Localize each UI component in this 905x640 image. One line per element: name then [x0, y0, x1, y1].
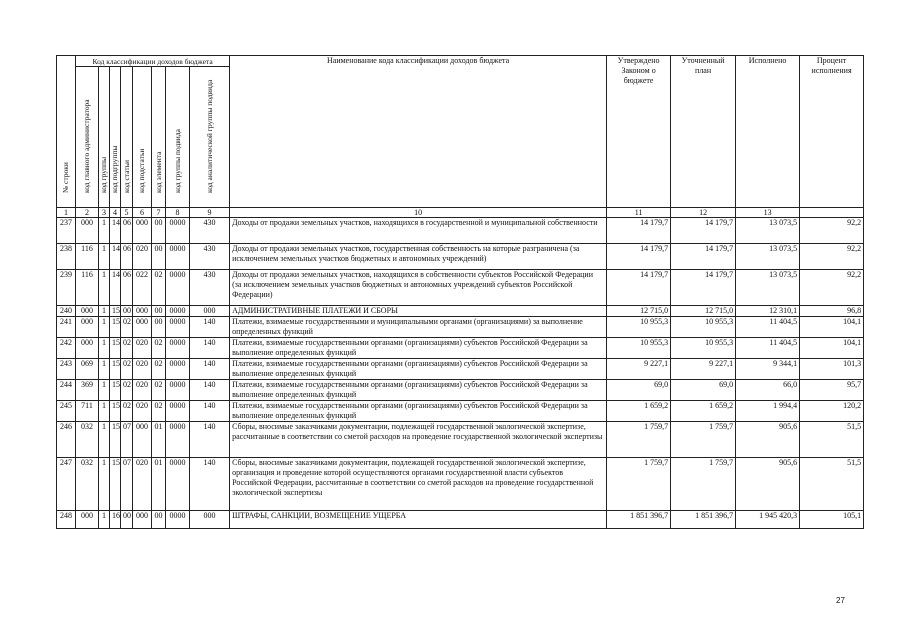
element-code-cell: 02 [152, 380, 166, 401]
article-code-cell: 00 [121, 306, 133, 317]
row-number-cell: 243 [57, 359, 76, 380]
code-header-subgroup: код подгруппы [110, 67, 121, 208]
subgroup-code-cell: 14 [110, 270, 121, 306]
article-code-cell: 07 [121, 422, 133, 458]
row-number-cell: 242 [57, 338, 76, 359]
group-code-cell: 1 [99, 359, 110, 380]
article-code-cell: 06 [121, 244, 133, 270]
executed-value-cell: 66,0 [736, 380, 800, 401]
revised-value-cell: 14 179,7 [671, 218, 736, 244]
percent-value-cell: 92,2 [800, 270, 864, 306]
analytic-group-code-cell: 140 [190, 338, 230, 359]
element-code-cell: 02 [152, 359, 166, 380]
table-row [57, 270, 864, 306]
approved-value-cell: 10 955,3 [607, 338, 671, 359]
group-code-cell: 1 [99, 401, 110, 422]
subgroup-code-cell: 15 [110, 338, 121, 359]
column-number-row [57, 208, 864, 218]
percent-value-cell: 96,8 [800, 306, 864, 317]
subgroup-code-cell: 15 [110, 317, 121, 338]
revenue-name-cell: ШТРАФЫ, САНКЦИИ, ВОЗМЕЩЕНИЕ УЩЕРБА [230, 511, 607, 529]
subtype-group-code-cell: 0000 [166, 359, 190, 380]
executed-value-cell: 9 344,1 [736, 359, 800, 380]
group-code-cell: 1 [99, 458, 110, 511]
element-code-cell: 02 [152, 270, 166, 306]
column-number: 9 [190, 208, 230, 218]
approved-value-cell: 12 715,0 [607, 306, 671, 317]
analytic-group-code-cell: 140 [190, 458, 230, 511]
name-column-header: Наименование кода классификации доходов бюджета [230, 56, 607, 208]
column-number: 1 [57, 208, 76, 218]
subtype-group-code-cell: 0000 [166, 380, 190, 401]
group-code-cell: 1 [99, 511, 110, 529]
subtype-group-code-cell: 0000 [166, 317, 190, 338]
executed-value-cell: 13 073,5 [736, 218, 800, 244]
revised-value-cell: 1 759,7 [671, 422, 736, 458]
code-header-analytic-group: код аналитической группы подвида [190, 67, 230, 208]
analytic-group-code-cell: 140 [190, 422, 230, 458]
approved-column-header: Утверждено Законом о бюджете [607, 56, 671, 208]
percent-value-cell: 92,2 [800, 218, 864, 244]
article-code-cell: 06 [121, 218, 133, 244]
table-row [57, 218, 864, 244]
article-code-cell: 02 [121, 380, 133, 401]
executed-value-cell: 1 945 420,3 [736, 511, 800, 529]
subgroup-code-cell: 14 [110, 218, 121, 244]
subarticle-code-cell: 000 [133, 511, 152, 529]
analytic-group-code-cell: 430 [190, 218, 230, 244]
table-row [57, 380, 864, 401]
admin-code-cell: 369 [76, 380, 99, 401]
row-number-cell: 248 [57, 511, 76, 529]
code-header-subtype-group: код группы подвида [166, 67, 190, 208]
admin-code-cell: 116 [76, 244, 99, 270]
executed-value-cell: 11 404,5 [736, 338, 800, 359]
subgroup-code-cell: 15 [110, 380, 121, 401]
approved-value-cell: 1 759,7 [607, 458, 671, 511]
admin-code-cell: 000 [76, 338, 99, 359]
subtype-group-code-cell: 0000 [166, 422, 190, 458]
revenue-name-cell: Платежи, взимаемые государственными органами (организациями) субъектов Российской Федерации за выполнение определенных функций [230, 401, 607, 422]
subgroup-code-cell: 16 [110, 511, 121, 529]
code-header-article: код статьи [121, 67, 133, 208]
analytic-group-code-cell: 000 [190, 306, 230, 317]
analytic-group-code-cell: 430 [190, 270, 230, 306]
subarticle-code-cell: 020 [133, 380, 152, 401]
revised-value-cell: 12 715,0 [671, 306, 736, 317]
revenue-name-cell: Платежи, взимаемые государственными и муниципальными органами (организациями) за выполнение определенных функций [230, 317, 607, 338]
revenue-name-cell: Платежи, взимаемые государственными органами (организациями) субъектов Российской Федерации за выполнение определенных функций [230, 359, 607, 380]
subarticle-code-cell: 022 [133, 270, 152, 306]
subgroup-code-cell: 15 [110, 306, 121, 317]
percent-value-cell: 104,1 [800, 338, 864, 359]
code-header-subarticle: код подстатьи [133, 67, 152, 208]
analytic-group-code-cell: 000 [190, 511, 230, 529]
column-number [800, 208, 864, 218]
admin-code-cell: 069 [76, 359, 99, 380]
classification-code-group-header: Код классификации доходов бюджета [76, 56, 230, 67]
column-number: 11 [607, 208, 671, 218]
subtype-group-code-cell: 0000 [166, 244, 190, 270]
table-row [57, 306, 864, 317]
element-code-cell: 00 [152, 244, 166, 270]
column-number: 6 [133, 208, 152, 218]
row-number-cell: 238 [57, 244, 76, 270]
group-code-cell: 1 [99, 244, 110, 270]
admin-code-cell: 000 [76, 317, 99, 338]
group-code-cell: 1 [99, 270, 110, 306]
subgroup-code-cell: 15 [110, 458, 121, 511]
row-number-cell: 241 [57, 317, 76, 338]
subtype-group-code-cell: 0000 [166, 511, 190, 529]
group-code-cell: 1 [99, 380, 110, 401]
subtype-group-code-cell: 0000 [166, 306, 190, 317]
subarticle-code-cell: 000 [133, 218, 152, 244]
revised-value-cell: 69,0 [671, 380, 736, 401]
column-number: 4 [110, 208, 121, 218]
revenue-name-cell: Сборы, вносимые заказчиками документации, подлежащей государственной экологической экспертизе, рассчитанные в соответствии со сметой расходов на проведение государственной экологической экспертизы [230, 422, 607, 458]
article-code-cell: 02 [121, 338, 133, 359]
subgroup-code-cell: 15 [110, 359, 121, 380]
group-code-cell: 1 [99, 306, 110, 317]
approved-value-cell: 1 759,7 [607, 422, 671, 458]
row-number-cell: 244 [57, 380, 76, 401]
subtype-group-code-cell: 0000 [166, 458, 190, 511]
row-number-cell: 240 [57, 306, 76, 317]
approved-value-cell: 14 179,7 [607, 270, 671, 306]
element-code-cell: 01 [152, 458, 166, 511]
row-number-cell: 239 [57, 270, 76, 306]
article-code-cell: 07 [121, 458, 133, 511]
subgroup-code-cell: 15 [110, 422, 121, 458]
subtype-group-code-cell: 0000 [166, 270, 190, 306]
element-code-cell: 00 [152, 511, 166, 529]
revenue-name-cell: Доходы от продажи земельных участков, находящихся в собственности субъектов Российской Федерации (за исключением земельных участков бюджетных и автономных учреждений субъектов Российской Федерации) [230, 270, 607, 306]
table-body [57, 218, 864, 529]
table-row [57, 359, 864, 380]
revenue-name-cell: Платежи, взимаемые государственными органами (организациями) субъектов Российской Федерации за выполнение определенных функций [230, 338, 607, 359]
element-code-cell: 01 [152, 422, 166, 458]
column-number: 8 [166, 208, 190, 218]
group-code-cell: 1 [99, 317, 110, 338]
group-code-cell: 1 [99, 218, 110, 244]
analytic-group-code-cell: 140 [190, 359, 230, 380]
executed-value-cell: 11 404,5 [736, 317, 800, 338]
row-number-cell: 245 [57, 401, 76, 422]
element-code-cell: 02 [152, 338, 166, 359]
approved-value-cell: 1 659,2 [607, 401, 671, 422]
subtype-group-code-cell: 0000 [166, 218, 190, 244]
article-code-cell: 02 [121, 401, 133, 422]
code-header-group: код группы [99, 67, 110, 208]
approved-value-cell: 14 179,7 [607, 244, 671, 270]
executed-column-header: Исполнено [736, 56, 800, 208]
group-code-cell: 1 [99, 338, 110, 359]
admin-code-cell: 116 [76, 270, 99, 306]
approved-value-cell: 9 227,1 [607, 359, 671, 380]
analytic-group-code-cell: 140 [190, 317, 230, 338]
revised-value-cell: 10 955,3 [671, 338, 736, 359]
subarticle-code-cell: 020 [133, 244, 152, 270]
revised-value-cell: 1 851 396,7 [671, 511, 736, 529]
executed-value-cell: 12 310,1 [736, 306, 800, 317]
admin-code-cell: 032 [76, 458, 99, 511]
revised-value-cell: 14 179,7 [671, 270, 736, 306]
percent-value-cell: 101,3 [800, 359, 864, 380]
percent-value-cell: 95,7 [800, 380, 864, 401]
element-code-cell: 00 [152, 317, 166, 338]
percent-value-cell: 92,2 [800, 244, 864, 270]
column-number: 5 [121, 208, 133, 218]
table-row [57, 317, 864, 338]
row-number-cell: 246 [57, 422, 76, 458]
percent-value-cell: 105,1 [800, 511, 864, 529]
executed-value-cell: 905,6 [736, 422, 800, 458]
revised-plan-column-header: Уточненный план [671, 56, 736, 208]
executed-value-cell: 13 073,5 [736, 244, 800, 270]
analytic-group-code-cell: 140 [190, 401, 230, 422]
budget-revenue-table [56, 55, 864, 529]
table-row [57, 401, 864, 422]
analytic-group-code-cell: 140 [190, 380, 230, 401]
subarticle-code-cell: 000 [133, 422, 152, 458]
revenue-name-cell: Доходы от продажи земельных участков, государственная собственность на которые разграничена (за исключением земельных участков бюджетных и автономных учреждений) [230, 244, 607, 270]
article-code-cell: 06 [121, 270, 133, 306]
subarticle-code-cell: 020 [133, 338, 152, 359]
element-code-cell: 00 [152, 306, 166, 317]
group-code-cell: 1 [99, 422, 110, 458]
column-number: 3 [99, 208, 110, 218]
row-number-cell: 247 [57, 458, 76, 511]
column-number: 2 [76, 208, 99, 218]
table-row [57, 511, 864, 529]
revised-value-cell: 9 227,1 [671, 359, 736, 380]
code-header-admin: код главного администратора [76, 67, 99, 208]
element-code-cell: 00 [152, 218, 166, 244]
revised-value-cell: 14 179,7 [671, 244, 736, 270]
executed-value-cell: 13 073,5 [736, 270, 800, 306]
subgroup-code-cell: 15 [110, 401, 121, 422]
executed-value-cell: 1 994,4 [736, 401, 800, 422]
table-row [57, 338, 864, 359]
subarticle-code-cell: 000 [133, 317, 152, 338]
admin-code-cell: 711 [76, 401, 99, 422]
table-row [57, 422, 864, 458]
column-number: 10 [230, 208, 607, 218]
percent-value-cell: 120,2 [800, 401, 864, 422]
revised-value-cell: 1 759,7 [671, 458, 736, 511]
row-number-header: № строки [57, 56, 76, 208]
column-number: 7 [152, 208, 166, 218]
analytic-group-code-cell: 430 [190, 244, 230, 270]
subtype-group-code-cell: 0000 [166, 401, 190, 422]
subarticle-code-cell: 020 [133, 401, 152, 422]
admin-code-cell: 032 [76, 422, 99, 458]
percent-column-header: Процент исполнения [800, 56, 864, 208]
article-code-cell: 00 [121, 511, 133, 529]
table-row [57, 244, 864, 270]
revised-value-cell: 1 659,2 [671, 401, 736, 422]
revenue-name-cell: Доходы от продажи земельных участков, находящихся в государственной и муниципальной собственности [230, 218, 607, 244]
admin-code-cell: 000 [76, 511, 99, 529]
revenue-name-cell: Платежи, взимаемые государственными органами (организациями) субъектов Российской Федерации за выполнение определенных функций [230, 380, 607, 401]
percent-value-cell: 51,5 [800, 458, 864, 511]
subarticle-code-cell: 000 [133, 306, 152, 317]
executed-value-cell: 905,6 [736, 458, 800, 511]
element-code-cell: 02 [152, 401, 166, 422]
subgroup-code-cell: 14 [110, 244, 121, 270]
code-header-element: код элемента [152, 67, 166, 208]
revenue-name-cell: Сборы, вносимые заказчиками документации, подлежащей государственной экологической экспертизе, организация и проведение которой осуществляются органами государственной власти субъектов Российской Федерации, рассчитанные в соответствии со сметой расходов на проведение государственной экологической экспертизы [230, 458, 607, 511]
admin-code-cell: 000 [76, 218, 99, 244]
subtype-group-code-cell: 0000 [166, 338, 190, 359]
percent-value-cell: 51,5 [800, 422, 864, 458]
article-code-cell: 02 [121, 317, 133, 338]
subarticle-code-cell: 020 [133, 359, 152, 380]
page-number: 27 [836, 596, 845, 605]
row-number-cell: 237 [57, 218, 76, 244]
admin-code-cell: 000 [76, 306, 99, 317]
column-number: 13 [736, 208, 800, 218]
approved-value-cell: 14 179,7 [607, 218, 671, 244]
revised-value-cell: 10 955,3 [671, 317, 736, 338]
revenue-name-cell: АДМИНИСТРАТИВНЫЕ ПЛАТЕЖИ И СБОРЫ [230, 306, 607, 317]
subarticle-code-cell: 020 [133, 458, 152, 511]
approved-value-cell: 69,0 [607, 380, 671, 401]
approved-value-cell: 1 851 396,7 [607, 511, 671, 529]
column-number: 12 [671, 208, 736, 218]
table-row [57, 458, 864, 511]
approved-value-cell: 10 955,3 [607, 317, 671, 338]
article-code-cell: 02 [121, 359, 133, 380]
percent-value-cell: 104,1 [800, 317, 864, 338]
